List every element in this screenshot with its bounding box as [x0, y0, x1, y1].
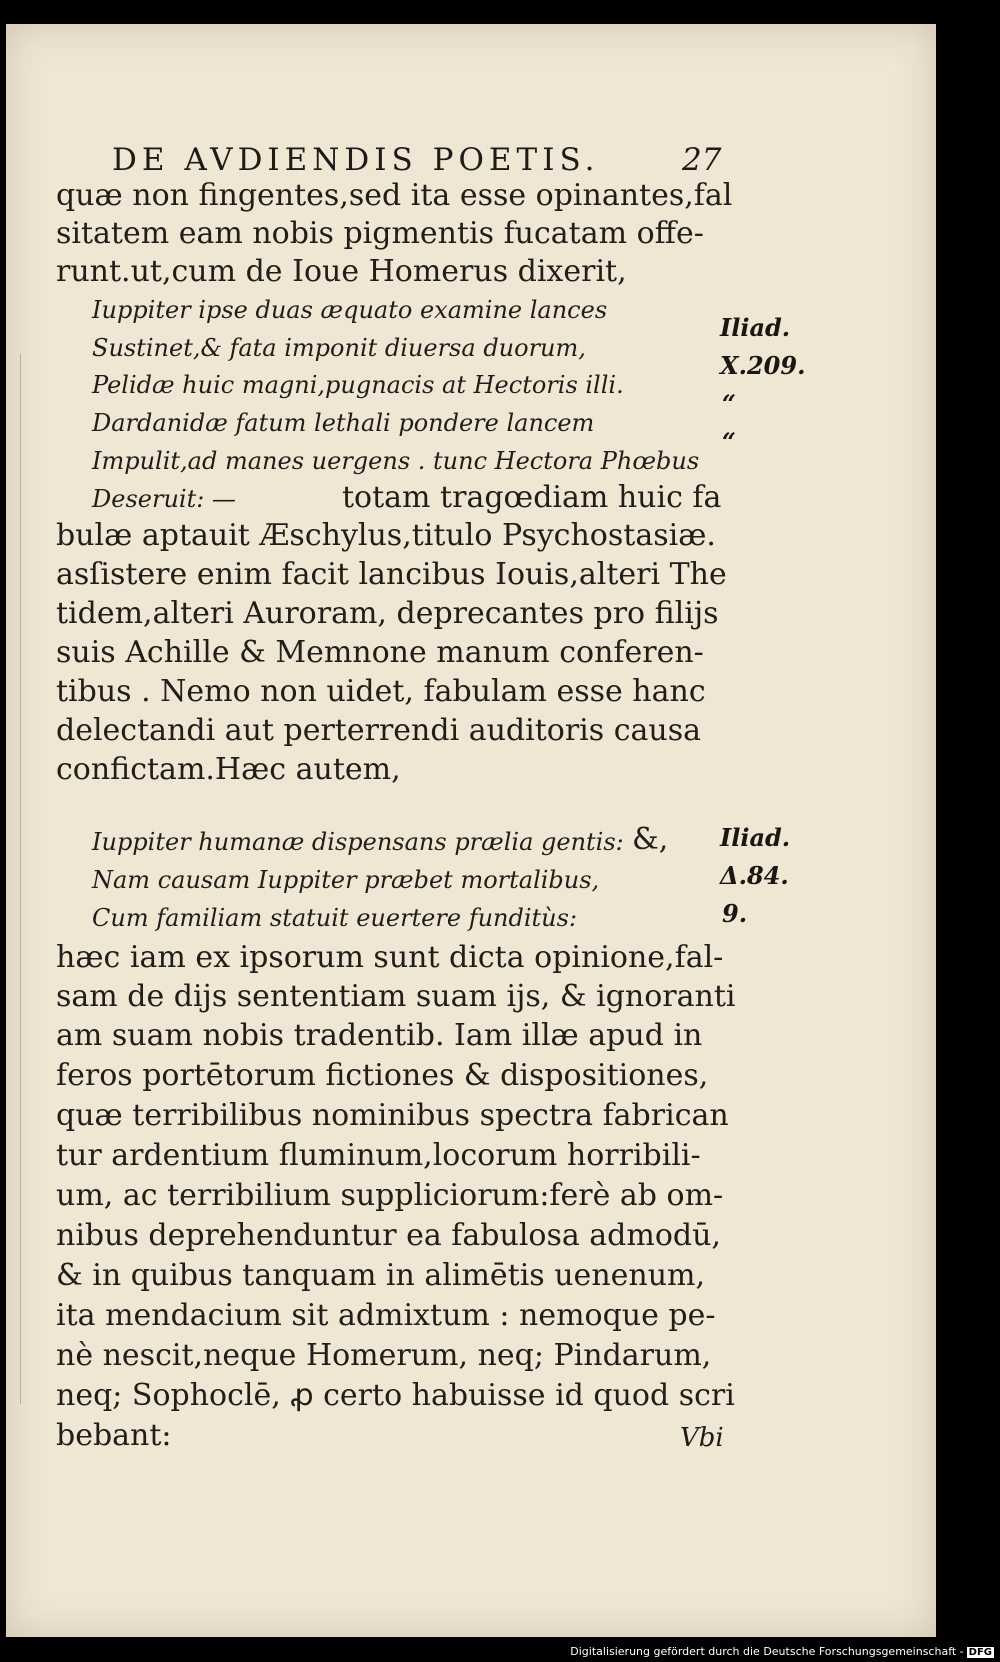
text-line: tidem,alteri Auroram, deprecantes pro filijs	[56, 596, 719, 631]
verse-line: Iuppiter humanæ dispensans prælia gentis:	[92, 828, 624, 856]
text-line: neq; Sophoclē, ꝓ certo habuisse id quod scri	[56, 1378, 735, 1413]
catchword: Vbi	[680, 1423, 724, 1453]
text-line: sam de dijs sententiam suam ijs, & ignoranti	[56, 979, 736, 1014]
text-line: & in quibus tanquam in alimētis uenenum,	[56, 1258, 706, 1293]
credit-text: Digitalisierung gefördert durch die Deutsche Forschungsgemeinschaft -	[570, 1645, 964, 1658]
margin-note-ref: Iliad.	[720, 823, 791, 852]
verse-line: Iuppiter ipse duas æquato examine lances	[92, 296, 608, 324]
verse-ampersand: &,	[632, 822, 669, 857]
text-line: am suam nobis tradentib. Iam illæ apud in	[56, 1018, 703, 1053]
text-line: tibus . Nemo non uidet, fabulam esse hanc	[56, 674, 706, 709]
margin-note-mark: “	[722, 389, 736, 418]
text-line: suis Achille & Memnone manum conferen-	[56, 635, 704, 670]
text-line: um, ac terribilium suppliciorum:ferè ab om-	[56, 1178, 724, 1213]
margin-note-ref: Δ.84.	[720, 861, 789, 890]
text-line: confictam.Hæc autem,	[56, 752, 401, 787]
text-line: quæ non fingentes,sed ita esse opinantes,fal	[56, 178, 733, 213]
margin-note-ref: X.209.	[720, 351, 806, 380]
verse-line: Pelidæ huic magni,pugnacis at Hectoris illi.	[92, 371, 624, 399]
text-line: sitatem eam nobis pigmentis fucatam offe-	[56, 216, 704, 251]
text-line: hæc iam ex ipsorum sunt dicta opinione,fal-	[56, 940, 724, 975]
text-line: feros portētorum fictiones & dispositiones,	[56, 1058, 709, 1093]
text-line: tur ardentium fluminum,locorum horribili-	[56, 1138, 701, 1173]
dfg-logo: DFG	[968, 1647, 992, 1658]
text-line: totam tragœdiam huic fa	[342, 480, 722, 515]
text-line: ita mendacium sit admixtum : nemoque pe-	[56, 1298, 716, 1333]
verse-line: Deseruit: —	[92, 485, 236, 513]
verse-line: Nam causam Iuppiter præbet mortalibus,	[92, 866, 600, 894]
margin-note-ref: 9.	[722, 899, 748, 928]
text-line: bebant:	[56, 1418, 172, 1453]
text-line: nibus deprehenduntur ea fabulosa admodū,	[56, 1218, 721, 1253]
text-line: quæ terribilibus nominibus spectra fabrican	[56, 1098, 729, 1133]
text-line: runt.ut,cum de Ioue Homerus dixerit,	[56, 254, 627, 289]
digitization-credit	[570, 1645, 994, 1658]
text-line: asſistere enim facit lancibus Iouis,alteri The	[56, 557, 727, 592]
margin-note-ref: Iliad.	[720, 313, 791, 342]
text-line: bulæ aptauit Æschylus,titulo Psychostasiæ.	[56, 518, 716, 553]
text-line: nè nescit,neque Homerum, neq; Pindarum,	[56, 1338, 712, 1373]
page-edge-shadow	[20, 354, 21, 1404]
verse-line: Sustinet,& fata imponit diuersa duorum,	[92, 334, 586, 362]
running-title: DE AVDIENDIS POETIS.	[112, 142, 600, 178]
text-line: delectandi aut perterrendi auditoris causa	[56, 713, 701, 748]
running-header	[112, 142, 732, 178]
verse-line: Dardanidæ fatum lethali pondere lancem	[92, 409, 595, 437]
page-number: 27	[682, 142, 722, 178]
margin-note-mark: “	[722, 427, 736, 456]
verse-line: Cum familiam statuit euertere funditùs:	[92, 904, 578, 932]
verse-line: Impulit,ad manes uergens . tunc Hectora Phœbus	[92, 447, 700, 475]
